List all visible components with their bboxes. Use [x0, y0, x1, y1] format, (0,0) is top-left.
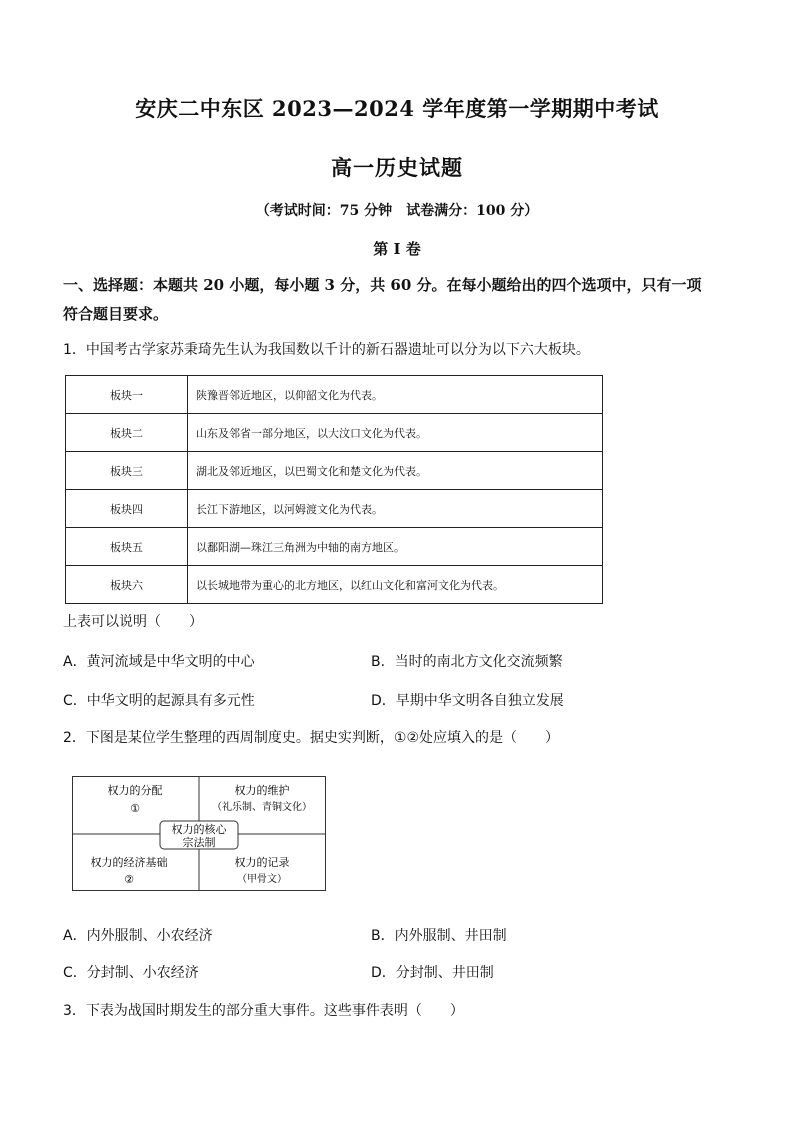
q2-option-c[interactable]: C．分封制、小农经济 [63, 965, 199, 981]
table-cell-block: 板块一 [66, 376, 188, 414]
table-row [66, 452, 603, 490]
q1-option-a[interactable]: A．黄河流域是中华文明的中心 [63, 654, 255, 670]
table-cell-desc: 湖北及邻近地区，以巴蜀文化和楚文化为代表。 [188, 452, 603, 490]
table-cell-block: 板块三 [66, 452, 188, 490]
table-row [66, 566, 603, 604]
table-cell-desc: 陕豫晋邻近地区，以仰韶文化为代表。 [188, 376, 603, 414]
western-zhou-system-diagram [72, 776, 326, 891]
table-row [66, 414, 603, 452]
section-heading [63, 271, 733, 329]
q1-option-c[interactable]: C．中华文明的起源具有多元性 [63, 693, 255, 709]
section-heading-line2: 符合题目要求。 [63, 305, 169, 323]
table-row [66, 376, 603, 414]
table-cell-block: 板块二 [66, 414, 188, 452]
volume-label: 第 I 卷 [373, 240, 421, 258]
table-cell-block: 板块五 [66, 528, 188, 566]
q2-option-d[interactable]: D．分封制、井田制 [371, 965, 494, 981]
exam-title: 安庆二中东区 2023—2024 学年度第一学期期中考试 [135, 96, 659, 121]
br-line1: 权力的记录 [234, 856, 290, 869]
table-cell-block: 板块六 [66, 566, 188, 604]
table-cell-desc: 长江下游地区，以河姆渡文化为代表。 [188, 490, 603, 528]
table-cell-block: 板块四 [66, 490, 188, 528]
br-line2: （甲骨文） [237, 874, 287, 885]
neolithic-blocks-table [65, 375, 603, 604]
core-line1: 权力的核心 [171, 823, 227, 836]
q1-option-b[interactable]: B．当时的南北方文化交流频繁 [371, 654, 563, 670]
exam-info: （考试时间：75 分钟 试卷满分：100 分） [255, 203, 539, 219]
bl-line1: 权力的经济基础 [90, 856, 168, 869]
table-cell-desc: 山东及邻省一部分地区，以大汶口文化为代表。 [188, 414, 603, 452]
tl-line2: ① [130, 802, 140, 815]
q2-option-a[interactable]: A．内外服制、小农经济 [63, 928, 213, 944]
table-cell-desc: 以长城地带为重心的北方地区，以红山文化和富河文化为代表。 [188, 566, 603, 604]
tl-line1: 权力的分配 [107, 784, 163, 797]
table-row [66, 490, 603, 528]
question-2-stem: 2．下图是某位学生整理的西周制度史。据史实判断，①②处应填入的是（ ） [63, 730, 560, 746]
question-3-stem: 3．下表为战国时期发生的部分重大事件。这些事件表明（ ） [63, 1003, 464, 1019]
tr-line1: 权力的维护 [234, 784, 290, 797]
core-line2: 宗法制 [182, 836, 216, 849]
q2-option-b[interactable]: B．内外服制、井田制 [371, 928, 507, 944]
exam-subtitle: 高一历史试题 [331, 155, 463, 180]
question-1-stem: 1．中国考古学家苏秉琦先生认为我国数以千计的新石器遗址可以分为以下六大板块。 [63, 342, 590, 358]
table-row [66, 528, 603, 566]
section-heading-line1: 一、选择题：本题共 20 小题，每小题 3 分，共 60 分。在每小题给出的四个选项中，只有一项 [63, 276, 702, 294]
question-1-after: 上表可以说明（ ） [63, 614, 203, 630]
bl-line2: ② [124, 873, 134, 886]
q1-option-d[interactable]: D．早期中华文明各自独立发展 [371, 693, 564, 709]
table-cell-desc: 以鄱阳湖—珠江三角洲为中轴的南方地区。 [188, 528, 603, 566]
tr-line2: （礼乐制、青铜文化） [212, 802, 312, 813]
